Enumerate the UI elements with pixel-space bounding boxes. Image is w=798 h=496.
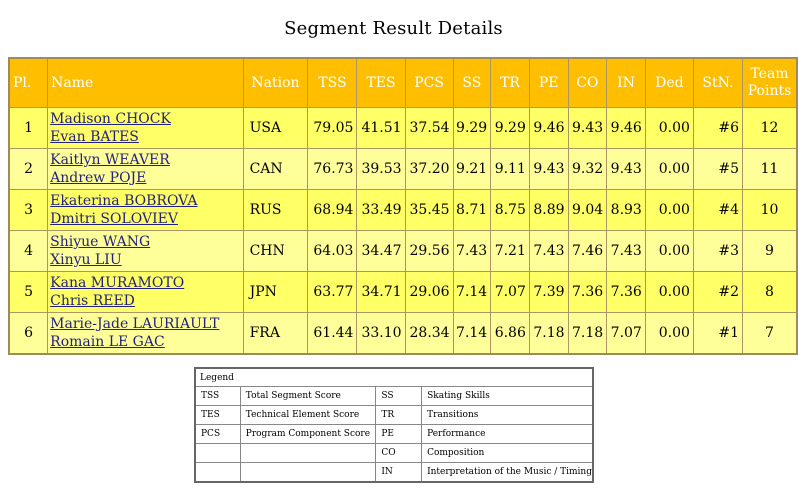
cell-nation: CAN <box>243 149 308 190</box>
legend-title: Legend <box>195 368 593 387</box>
cell-pcs: 37.54 <box>405 108 453 149</box>
cell-tes: 34.47 <box>357 231 405 272</box>
cell-ded: 0.00 <box>645 313 693 354</box>
cell-pe: 9.46 <box>529 108 568 149</box>
header-ss: SS <box>453 58 491 108</box>
cell-stn: #1 <box>693 313 742 354</box>
legend-abbr: TR <box>376 406 422 425</box>
legend-row <box>195 444 593 463</box>
legend-abbr: PE <box>376 425 422 444</box>
legend-desc: Program Component Score <box>240 425 376 444</box>
header-tr: TR <box>491 58 530 108</box>
header-pcs: PCS <box>405 58 453 108</box>
legend-desc: Transitions <box>422 406 593 425</box>
cell-pe: 8.89 <box>529 190 568 231</box>
cell-team-points: 12 <box>743 108 798 149</box>
cell-co: 7.46 <box>568 231 607 272</box>
legend-abbr <box>195 444 240 463</box>
cell-place: 3 <box>9 190 48 231</box>
legend-row <box>195 406 593 425</box>
legend-abbr: TSS <box>195 387 240 406</box>
cell-co: 7.36 <box>568 272 607 313</box>
legend-desc: Skating Skills <box>422 387 593 406</box>
cell-tss: 76.73 <box>308 149 357 190</box>
cell-name <box>48 272 243 313</box>
table-row <box>9 231 797 272</box>
header-name: Name <box>48 58 243 108</box>
legend-desc: Performance <box>422 425 593 444</box>
legend-abbr: CO <box>376 444 422 463</box>
cell-stn: #3 <box>693 231 742 272</box>
cell-in: 8.93 <box>607 190 646 231</box>
cell-ss: 9.29 <box>453 108 491 149</box>
skater-link[interactable]: Evan BATES <box>50 129 139 145</box>
cell-place: 5 <box>9 272 48 313</box>
cell-place: 1 <box>9 108 48 149</box>
cell-tr: 9.11 <box>491 149 530 190</box>
skater-link[interactable]: Marie-Jade LAURIAULT <box>50 315 220 332</box>
cell-tr: 9.29 <box>491 108 530 149</box>
page-title: Segment Result Details <box>284 18 503 39</box>
legend-abbr: TES <box>195 406 240 425</box>
legend-row <box>195 387 593 406</box>
cell-team-points: 8 <box>743 272 798 313</box>
cell-tr: 7.21 <box>491 231 530 272</box>
header-co: CO <box>568 58 607 108</box>
cell-team-points: 7 <box>743 313 798 354</box>
cell-in: 9.43 <box>607 149 646 190</box>
cell-co: 9.32 <box>568 149 607 190</box>
cell-stn: #2 <box>693 272 742 313</box>
cell-tr: 7.07 <box>491 272 530 313</box>
cell-tss: 63.77 <box>308 272 357 313</box>
header-deductions: Ded <box>645 58 693 108</box>
table-row <box>9 272 797 313</box>
header-in: IN <box>607 58 646 108</box>
cell-pcs: 29.56 <box>405 231 453 272</box>
cell-ss: 7.14 <box>453 272 491 313</box>
cell-name <box>48 190 243 231</box>
cell-co: 7.18 <box>568 313 607 354</box>
cell-pe: 7.18 <box>529 313 568 354</box>
cell-nation: FRA <box>243 313 308 354</box>
cell-in: 7.43 <box>607 231 646 272</box>
legend-table <box>194 367 594 483</box>
cell-nation: CHN <box>243 231 308 272</box>
skater-link[interactable]: Shiyue WANG <box>50 234 151 250</box>
cell-tr: 6.86 <box>491 313 530 354</box>
skater-link[interactable]: Romain LE GAC <box>50 333 165 350</box>
cell-ded: 0.00 <box>645 231 693 272</box>
cell-tr: 8.75 <box>491 190 530 231</box>
header-place: Pl. <box>9 58 48 108</box>
legend-abbr <box>195 463 240 483</box>
cell-in: 7.36 <box>607 272 646 313</box>
table-row <box>9 149 797 190</box>
legend-desc <box>240 463 376 483</box>
skater-link[interactable]: Xinyu LIU <box>50 252 122 268</box>
cell-nation: JPN <box>243 272 308 313</box>
cell-team-points: 11 <box>743 149 798 190</box>
header-pe: PE <box>529 58 568 108</box>
cell-stn: #4 <box>693 190 742 231</box>
cell-name <box>48 149 243 190</box>
table-row <box>9 313 797 354</box>
legend-abbr: IN <box>376 463 422 483</box>
table-row <box>9 190 797 231</box>
cell-place: 2 <box>9 149 48 190</box>
cell-name <box>48 313 243 354</box>
cell-tes: 34.71 <box>357 272 405 313</box>
cell-stn: #5 <box>693 149 742 190</box>
cell-tes: 33.49 <box>357 190 405 231</box>
cell-pcs: 37.20 <box>405 149 453 190</box>
skater-link[interactable]: Andrew POJE <box>50 170 147 186</box>
cell-pe: 7.39 <box>529 272 568 313</box>
cell-nation: USA <box>243 108 308 149</box>
cell-nation: RUS <box>243 190 308 231</box>
legend-desc: Interpretation of the Music / Timing <box>422 463 593 483</box>
skater-link[interactable]: Kaitlyn WEAVER <box>50 152 170 168</box>
legend-row <box>195 425 593 444</box>
skater-link[interactable]: Dmitri SOLOVIEV <box>50 211 178 227</box>
cell-ss: 7.43 <box>453 231 491 272</box>
cell-team-points: 9 <box>743 231 798 272</box>
legend-abbr: PCS <box>195 425 240 444</box>
cell-tes: 41.51 <box>357 108 405 149</box>
legend-desc: Composition <box>422 444 593 463</box>
cell-ss: 8.71 <box>453 190 491 231</box>
cell-name <box>48 108 243 149</box>
cell-pcs: 29.06 <box>405 272 453 313</box>
cell-ss: 9.21 <box>453 149 491 190</box>
cell-tes: 33.10 <box>357 313 405 354</box>
cell-pcs: 35.45 <box>405 190 453 231</box>
cell-team-points: 10 <box>743 190 798 231</box>
cell-ded: 0.00 <box>645 190 693 231</box>
cell-pe: 9.43 <box>529 149 568 190</box>
cell-in: 7.07 <box>607 313 646 354</box>
cell-tss: 64.03 <box>308 231 357 272</box>
cell-tss: 79.05 <box>308 108 357 149</box>
table-row <box>9 108 797 149</box>
header-starting-number: StN. <box>693 58 742 108</box>
cell-co: 9.43 <box>568 108 607 149</box>
cell-ss: 7.14 <box>453 313 491 354</box>
header-tss: TSS <box>308 58 357 108</box>
skater-link[interactable]: Kana MURAMOTO <box>50 275 185 291</box>
cell-tes: 39.53 <box>357 149 405 190</box>
cell-pcs: 28.34 <box>405 313 453 354</box>
legend-row <box>195 463 593 483</box>
header-nation: Nation <box>243 58 308 108</box>
table-header-row <box>9 58 797 108</box>
cell-place: 6 <box>9 313 48 354</box>
cell-name <box>48 231 243 272</box>
legend-desc: Technical Element Score <box>240 406 376 425</box>
cell-tss: 68.94 <box>308 190 357 231</box>
cell-co: 9.04 <box>568 190 607 231</box>
legend-desc: Total Segment Score <box>240 387 376 406</box>
skater-link[interactable]: Ekaterina BOBROVA <box>50 193 198 209</box>
results-table <box>8 57 798 355</box>
cell-ded: 0.00 <box>645 108 693 149</box>
cell-in: 9.46 <box>607 108 646 149</box>
legend-abbr: SS <box>376 387 422 406</box>
cell-ded: 0.00 <box>645 149 693 190</box>
cell-pe: 7.43 <box>529 231 568 272</box>
header-tes: TES <box>357 58 405 108</box>
skater-link[interactable]: Chris REED <box>50 293 135 309</box>
cell-tss: 61.44 <box>308 313 357 354</box>
skater-link[interactable]: Madison CHOCK <box>50 111 171 127</box>
legend-desc <box>240 444 376 463</box>
header-team-points: Team Points <box>743 58 798 108</box>
cell-place: 4 <box>9 231 48 272</box>
cell-ded: 0.00 <box>645 272 693 313</box>
cell-stn: #6 <box>693 108 742 149</box>
